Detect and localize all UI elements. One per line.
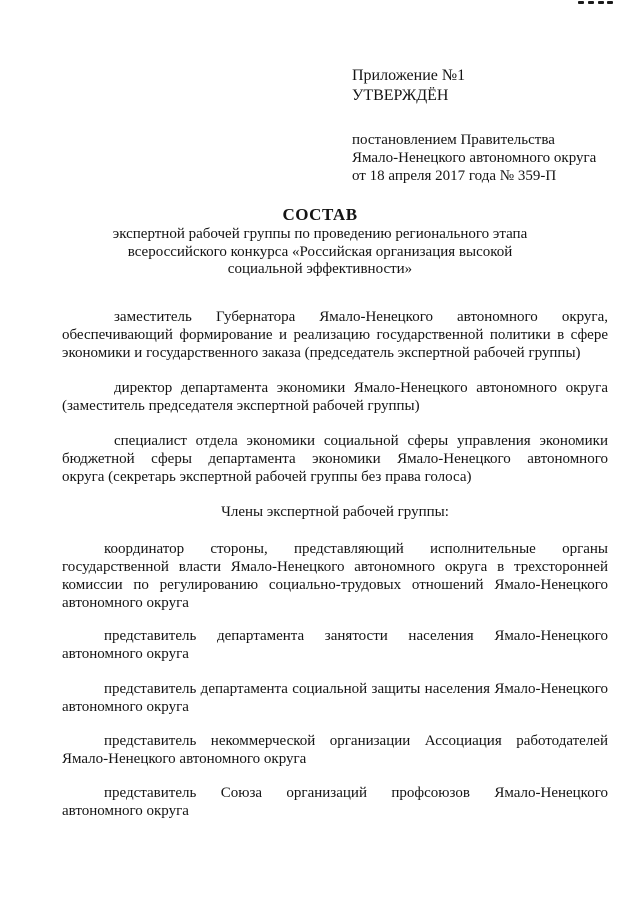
document-title: СОСТАВ	[282, 205, 358, 224]
entry-line: автономного округа	[62, 646, 189, 662]
entry-line: представитель Союза организаций профсоюзов Ямало-Ненецкого	[104, 785, 608, 801]
entry-line: представитель некоммерческой организации Ассоциация работодателей	[104, 733, 608, 749]
entry-line: автономного округа	[62, 803, 189, 819]
entry-line: государственной власти Ямало-Ненецкого автономного округа в трехсторонней	[62, 559, 608, 575]
entry-line: автономного округа	[62, 699, 189, 715]
heading-subtitle-line: социальной эффективности»	[227, 261, 413, 277]
entry-line: заместитель Губернатора Ямало-Ненецкого автономного округа,	[114, 309, 608, 325]
member-entry-chair	[62, 308, 608, 362]
document-heading	[100, 204, 540, 279]
approved-stamp: УТВЕРЖДЁН	[352, 87, 449, 104]
entry-line: экономики и государственного заказа (председатель экспертной рабочей группы)	[62, 345, 581, 361]
member-entry-employers	[62, 732, 608, 768]
entry-line: представитель департамента социальной защиты населения Ямало-Ненецкого	[104, 681, 608, 697]
entry-line: обеспечивающий формирование и реализацию государственной политики в сфере	[62, 327, 608, 343]
heading-subtitle-line: всероссийского конкурса «Российская организация высокой	[127, 243, 513, 260]
entry-line: специалист отдела экономики социальной сферы управления экономики	[114, 433, 608, 449]
heading-subtitle-line: экспертной рабочей группы по проведению регионального этапа	[112, 226, 528, 242]
entry-line: (заместитель председателя экспертной рабочей группы)	[62, 398, 420, 414]
entry-line: округа (секретарь экспертной рабочей группы без права голоса)	[62, 469, 472, 485]
appendix-label: Приложение №1	[352, 67, 466, 84]
scan-corner-mark	[576, 0, 616, 6]
approval-by-line: Ямало-Ненецкого автономного округа	[352, 150, 597, 166]
member-entry-secretary	[62, 432, 608, 486]
members-heading: Члены экспертной рабочей группы:	[221, 504, 449, 520]
approval-block	[352, 66, 622, 185]
member-entry-coordinator	[62, 540, 608, 612]
entry-line: представитель департамента занятости населения Ямало-Ненецкого	[104, 628, 608, 644]
entry-line: координатор стороны, представляющий исполнительные органы	[104, 541, 608, 557]
member-entry-unions	[62, 784, 608, 820]
entry-line: комиссии по регулированию социально-трудовых отношений Ямало-Ненецкого	[62, 577, 608, 593]
member-entry-deputy	[62, 379, 608, 415]
entry-line: директор департамента экономики Ямало-Ненецкого автономного округа	[114, 380, 608, 396]
entry-line: Ямало-Ненецкого автономного округа	[62, 751, 307, 767]
entry-line: автономного округа	[62, 595, 189, 611]
entry-line: бюджетной сферы департамента экономики Ямало-Ненецкого автономного	[62, 451, 608, 467]
member-entry-employment	[62, 627, 608, 663]
approval-by-line: постановлением Правительства	[352, 132, 555, 148]
member-entry-social-protection	[62, 680, 608, 716]
approval-by-line: от 18 апреля 2017 года № 359-П	[352, 168, 557, 184]
